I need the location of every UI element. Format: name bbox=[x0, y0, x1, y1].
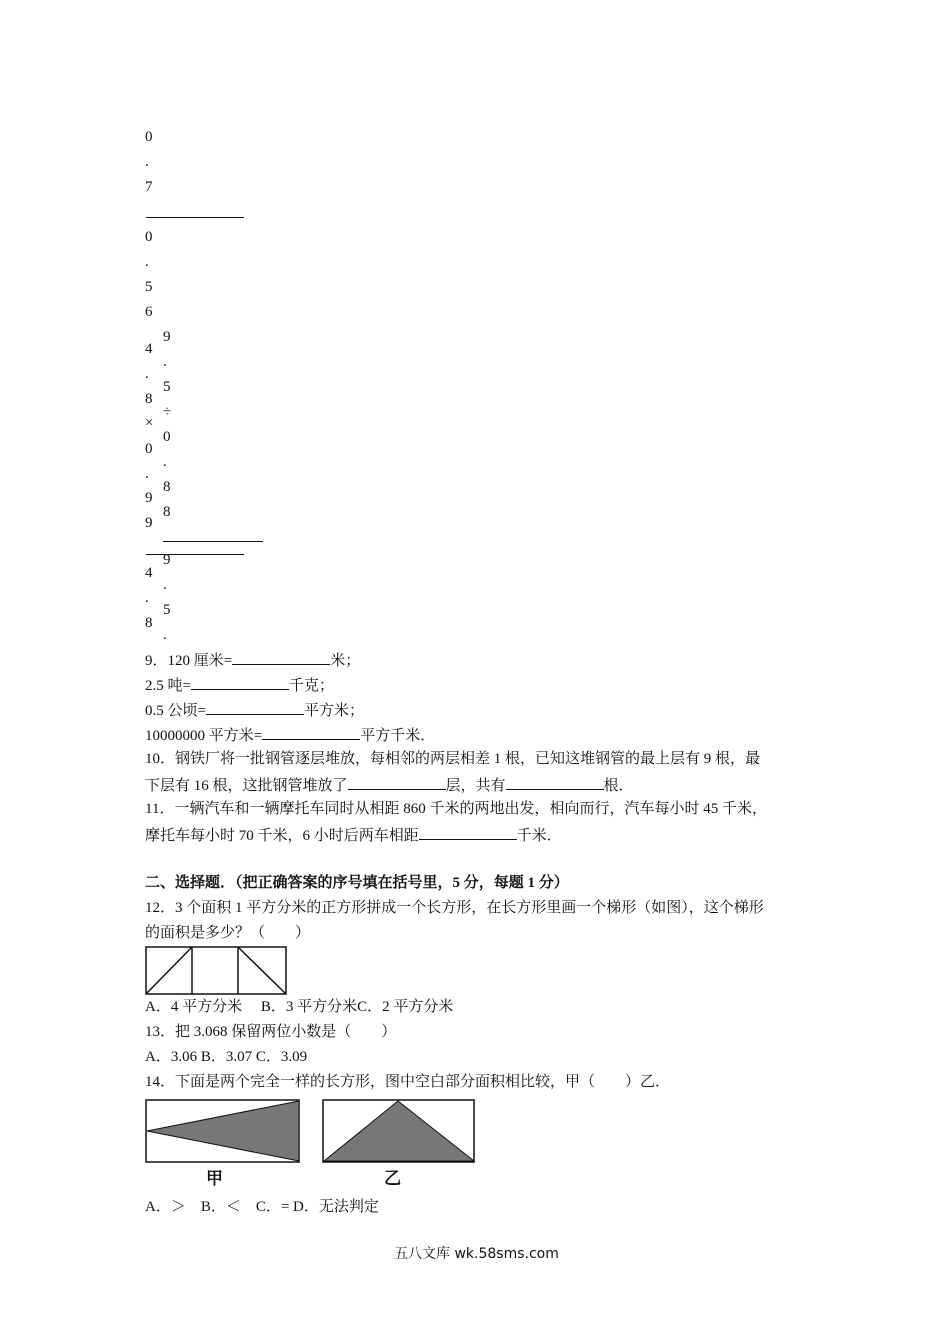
stack-char: ÷ bbox=[163, 404, 172, 420]
q11-line-2 bbox=[145, 827, 562, 844]
q12-line-1: 12．3 个面积 1 平方分米的正方形拼成一个长方形，在长方形里画一个梯形（如图），这个梯形 bbox=[145, 900, 764, 916]
stack-char: . bbox=[163, 354, 167, 370]
q11-l2-pre: 摩托车每小时 70 千米，6 小时后两车相距 bbox=[145, 828, 419, 844]
q13-options: A．3.06 B．3.07 C．3.09 bbox=[145, 1049, 308, 1065]
stack-char: 9 bbox=[163, 329, 171, 345]
q9-line-3 bbox=[145, 702, 364, 719]
q14-line-1: 14．下面是两个完全一样的长方形，图中空白部分面积相比较，甲（ ）乙． bbox=[145, 1074, 671, 1090]
stack-char: . bbox=[145, 254, 149, 270]
stack-char: 5 bbox=[163, 379, 171, 395]
stack-char: 5 bbox=[145, 279, 153, 295]
q11-l2-post: 千米． bbox=[516, 828, 562, 844]
stack-char: . bbox=[145, 466, 149, 482]
stack-char: 4 bbox=[145, 565, 153, 581]
answer-blank[interactable] bbox=[262, 727, 360, 740]
trapezoid-figure bbox=[145, 946, 287, 996]
stack-char: 7 bbox=[145, 179, 153, 195]
q14-options: A．＞ B．＜ C．= D．无法判定 bbox=[145, 1199, 379, 1215]
q10-line-1: 10．钢铁厂将一批钢管逐层堆放，每相邻的两层相差 1 根，已知这堆钢管的最上层有 9 根，最 bbox=[145, 751, 761, 767]
answer-blank[interactable] bbox=[348, 777, 446, 790]
q9-l1-post: 米； bbox=[330, 653, 361, 669]
label-yi: 乙 bbox=[384, 1169, 401, 1189]
q13-line-1: 13．把 3.068 保留两位小数是（ ） bbox=[145, 1024, 397, 1040]
q9-line-4 bbox=[145, 727, 435, 744]
q9-l3-post: 平方米； bbox=[303, 703, 364, 719]
label-jia: 甲 bbox=[206, 1169, 223, 1189]
stack-char: 6 bbox=[145, 304, 153, 320]
stack-char: 0 bbox=[145, 441, 153, 457]
q9-l1-pre: 9．120 厘米= bbox=[145, 653, 233, 669]
stack-char: 9 bbox=[145, 490, 153, 506]
stack-char: . bbox=[145, 366, 149, 382]
footer-watermark: 五八文库 wk.58sms.com bbox=[394, 1246, 559, 1262]
q9-line-1 bbox=[145, 652, 360, 669]
q9-l4-post: 平方千米． bbox=[360, 728, 436, 744]
q9-line-2 bbox=[145, 677, 334, 694]
q12-line-2: 的面积是多少？（ ） bbox=[145, 925, 311, 941]
q10-line-2 bbox=[145, 777, 634, 794]
stack-char: . bbox=[145, 590, 149, 606]
fraction-bar-1 bbox=[146, 217, 244, 218]
figure-yi bbox=[322, 1098, 476, 1166]
answer-blank[interactable] bbox=[232, 652, 330, 665]
stack-char: 0 bbox=[145, 229, 153, 245]
stack-char: . bbox=[145, 154, 149, 170]
stack-char: 0 bbox=[163, 429, 171, 445]
q10-l2-pre: 下层有 16 根，这批钢管堆放了 bbox=[145, 778, 348, 794]
q12-options: A．4 平方分米 B．3 平方分米C．2 平方分米 bbox=[145, 999, 454, 1015]
q9-l3-pre: 0.5 公顷= bbox=[145, 703, 206, 719]
stack-char: 8 bbox=[163, 504, 171, 520]
stack-char: 9 bbox=[163, 552, 171, 568]
fraction-bar-3 bbox=[146, 554, 244, 555]
answer-blank[interactable] bbox=[206, 702, 304, 715]
stack-char: 8 bbox=[163, 479, 171, 495]
stack-char: × bbox=[145, 415, 154, 431]
q9-l4-pre: 10000000 平方米= bbox=[145, 728, 263, 744]
answer-blank[interactable] bbox=[191, 677, 289, 690]
stack-char: . bbox=[163, 627, 167, 643]
q9-l2-post: 千克； bbox=[288, 678, 334, 694]
figure-jia bbox=[145, 1098, 301, 1166]
stack-char: 5 bbox=[163, 602, 171, 618]
answer-blank[interactable] bbox=[419, 827, 517, 840]
stack-char: 8 bbox=[145, 615, 153, 631]
q10-l2-mid: 层，共有 bbox=[445, 778, 506, 794]
stack-char: 8 bbox=[145, 391, 153, 407]
fraction-bar-2 bbox=[163, 541, 263, 542]
q9-l2-pre: 2.5 吨= bbox=[145, 678, 191, 694]
section-2-title: 二、选择题．（把正确答案的序号填在括号里，5 分，每题 1 分） bbox=[145, 875, 569, 891]
stack-char: . bbox=[163, 454, 167, 470]
stack-char: 0 bbox=[145, 129, 153, 145]
answer-blank[interactable] bbox=[506, 777, 604, 790]
stack-char: . bbox=[163, 577, 167, 593]
q11-line-1: 11．一辆汽车和一辆摩托车同时从相距 860 千米的两地出发，相向而行，汽车每小时 45 千米， bbox=[145, 801, 767, 817]
q10-l2-post: 根． bbox=[603, 778, 634, 794]
stack-char: 4 bbox=[145, 341, 153, 357]
stack-char: 9 bbox=[145, 515, 153, 531]
